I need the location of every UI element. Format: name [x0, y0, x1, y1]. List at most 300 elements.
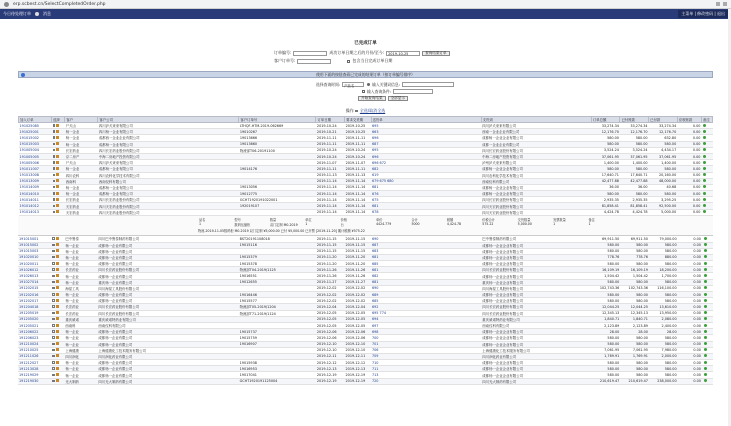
delivery-note[interactable]: 711 — [371, 366, 481, 372]
table-row[interactable] — [19, 209, 713, 215]
status-ok-icon — [704, 262, 707, 265]
row-checkbox[interactable] — [52, 330, 55, 333]
column-header[interactable]: 客户订单号 — [239, 117, 316, 123]
customer-short: 海星工具 — [64, 285, 97, 291]
receivable: 0.00 — [678, 267, 702, 273]
row-checkbox[interactable] — [52, 275, 55, 278]
select-all-link[interactable]: 全选/取消全选 — [359, 108, 386, 113]
delivery-note[interactable]: 697 — [371, 322, 481, 328]
row-checkbox[interactable] — [53, 167, 56, 170]
order-no[interactable]: 191026013 — [18, 273, 51, 279]
customer-company: 成都杨一企业有限公司 — [98, 184, 239, 190]
order-no[interactable]: 191202017 — [18, 298, 51, 304]
order-icon[interactable] — [56, 268, 59, 271]
receivable: 0.00 — [678, 322, 702, 328]
row-checkbox[interactable] — [52, 349, 55, 352]
due-date: 2019-11-20 — [345, 254, 371, 260]
order-no[interactable]: 191005005 — [19, 153, 52, 159]
delivery-note[interactable]: 663 — [371, 129, 481, 135]
customer-po: 19016551 — [239, 273, 316, 279]
order-icon[interactable] — [56, 130, 59, 133]
order-icon[interactable] — [56, 179, 59, 182]
order-no[interactable]: 191026012 — [18, 267, 51, 273]
column-header[interactable]: 送货单 — [371, 117, 481, 123]
condition-input[interactable] — [393, 89, 433, 94]
order-icon[interactable] — [56, 243, 59, 246]
due-date: 2019-12-05 — [345, 316, 371, 322]
row-checkbox[interactable] — [52, 367, 55, 370]
order-input[interactable] — [293, 51, 327, 56]
delivery-note[interactable]: 720 — [371, 378, 481, 384]
order-icon[interactable] — [56, 330, 59, 333]
order-icon[interactable] — [56, 142, 59, 145]
row-checkbox[interactable] — [52, 324, 55, 327]
receivable: 0.00 — [677, 197, 701, 203]
order-icon[interactable] — [56, 317, 59, 320]
column-header[interactable]: 支货到 — [481, 117, 591, 123]
customer-short: 长宏药业 — [65, 197, 98, 203]
ops-bar — [18, 108, 713, 114]
row-checkbox[interactable] — [53, 136, 56, 139]
customer-po: 物流部T71-2019/1124 — [239, 310, 316, 316]
order-no[interactable]: 191210024 — [18, 341, 51, 347]
paid-total: 12,176.70 — [649, 129, 678, 135]
order-no[interactable]: 191210025 — [18, 347, 51, 353]
detail-cell: 1 — [588, 222, 591, 227]
order-no[interactable]: 191015003 — [19, 141, 52, 147]
row-checkbox[interactable] — [52, 343, 55, 346]
order-date: 2019-11-11 — [316, 141, 345, 147]
row-checkbox[interactable] — [53, 161, 56, 164]
row-checkbox[interactable] — [52, 299, 55, 302]
column-header[interactable]: 订单总额 — [591, 117, 620, 123]
customer-short: 重庆威诺 — [64, 316, 97, 322]
order-no[interactable]: 191202016 — [18, 292, 51, 298]
order-icon[interactable] — [56, 148, 59, 151]
keyword-input[interactable] — [402, 82, 454, 87]
column-header[interactable]: 客户 — [65, 117, 98, 123]
delivery-note[interactable]: 696 — [371, 135, 481, 141]
order-icon[interactable] — [56, 249, 59, 252]
order-icon[interactable] — [56, 262, 59, 265]
detail-header: 税额 — [446, 217, 454, 222]
column-header[interactable]: 已付账款 — [620, 117, 649, 123]
ship-to: 成都杨一企业企业有限公司 — [481, 191, 591, 197]
order-icon[interactable] — [56, 354, 59, 357]
order-no[interactable]: 191027014 — [18, 279, 51, 285]
order-icon[interactable] — [56, 311, 59, 314]
detail-cell: 1 — [199, 222, 202, 227]
row-select[interactable] — [52, 209, 65, 215]
order-amount: 16,109.19 — [592, 267, 621, 273]
notice-bar — [18, 71, 713, 78]
due-date: 2019-11-11 — [345, 166, 371, 172]
order-date: 2019-12-06 — [316, 335, 345, 341]
range-select[interactable]: 产品名 — [342, 82, 364, 87]
row-checkbox[interactable] — [52, 305, 55, 308]
status-ok-icon — [703, 148, 706, 151]
delivery-note[interactable]: 619 — [371, 172, 481, 178]
customer-po: 19015577 — [239, 298, 316, 304]
customer-company: 四川长宏药业股份有限公司 — [97, 304, 238, 310]
order-no[interactable]: 191219030 — [18, 378, 51, 384]
order-icon[interactable] — [56, 124, 59, 127]
due-date: 2019-12-10 — [345, 347, 371, 353]
order-no[interactable]: 191020010 — [18, 254, 51, 260]
row-checkbox[interactable] — [52, 374, 55, 377]
order-no[interactable]: 191211026 — [18, 353, 51, 359]
receivable: 0.00 — [677, 184, 701, 190]
address-bar[interactable]: erp.scbest.cn/SelectCompletedOrder.php — [13, 1, 106, 7]
order-no[interactable]: 191212027 — [18, 360, 51, 366]
due-date: 2019-11-20 — [345, 261, 371, 267]
order-no[interactable]: 191020011 — [18, 261, 51, 267]
order-no[interactable]: 191204018 — [18, 304, 51, 310]
delivery-note[interactable]: 690 — [371, 285, 481, 291]
delivery-note[interactable]: 695 774 — [371, 310, 481, 316]
status-cell — [702, 378, 713, 384]
order-icon[interactable] — [56, 342, 59, 345]
order-icon[interactable] — [56, 167, 59, 170]
ship-to: 成都杨一企业企业有限公司 — [481, 273, 591, 279]
delivery-note[interactable]: 676 — [371, 191, 481, 197]
order-amount: 1,400.00 — [591, 160, 620, 166]
row-checkbox[interactable] — [52, 244, 55, 247]
order-icon[interactable] — [56, 161, 59, 164]
query-button[interactable]: 查询结果订单 — [422, 51, 450, 56]
reset-button[interactable]: 全部显示 — [388, 96, 408, 101]
order-icon[interactable] — [56, 286, 59, 289]
row-checkbox[interactable] — [52, 355, 55, 358]
order-amount: 2,935.35 — [591, 197, 620, 203]
status-ok-icon — [704, 324, 707, 327]
order-no[interactable]: 191005004 — [19, 147, 52, 153]
top-nav-menu[interactable]: 主菜单 | 修改密码 | 退出 — [678, 10, 728, 18]
order-no[interactable]: 191013009 — [19, 178, 52, 184]
paid-total: 37,061.95 — [649, 153, 678, 159]
detail-header: 合计 — [411, 217, 418, 222]
customer-short: 杨一企业 — [64, 298, 97, 304]
delivery-note[interactable]: 713 — [371, 372, 481, 378]
order-no[interactable]: 191205020 — [18, 316, 51, 322]
order-date: 2019-11-27 — [316, 279, 345, 285]
customer-short: 杨一企业 — [64, 279, 97, 285]
customer-short: 杨一企业 — [64, 254, 97, 260]
delivery-note[interactable]: 698 — [371, 329, 481, 335]
row-checkbox[interactable] — [52, 287, 55, 290]
order-date: 2019-12-11 — [316, 353, 345, 359]
order-icon[interactable] — [56, 293, 59, 296]
filter-form — [18, 81, 713, 102]
delivery-note[interactable]: 675 — [371, 197, 481, 203]
order-date: 2019-11-15 — [316, 248, 345, 254]
pending-orders-link[interactable]: 今日待处理订单 — [3, 11, 31, 16]
order-amount: 2,123.89 — [592, 322, 621, 328]
row-checkbox[interactable] — [52, 237, 55, 240]
ship-to: 成都杨一企业企业有限公司 — [481, 292, 591, 298]
table-row[interactable] — [18, 378, 713, 384]
customer-company: 四川杨一企业有限公司 — [98, 129, 239, 135]
column-header[interactable]: 订单日期 — [316, 117, 345, 123]
paid-total: 580.00 — [649, 248, 678, 254]
row-checkbox[interactable] — [53, 130, 56, 133]
row-checkbox[interactable] — [52, 312, 55, 315]
order-no[interactable]: 191014011 — [19, 197, 52, 203]
row-checkbox[interactable] — [52, 268, 55, 271]
order-date: 2019-11-14 — [316, 184, 345, 190]
order-icon[interactable] — [56, 379, 59, 382]
due-date: 2019-11-13 — [345, 172, 371, 178]
order-no[interactable]: 191011007 — [19, 166, 52, 172]
row-checkbox[interactable] — [52, 256, 55, 259]
delivery-note[interactable]: 681 — [371, 267, 481, 273]
order-detail-panel — [18, 216, 713, 236]
row-checkbox[interactable] — [52, 281, 55, 284]
ship-to: 成都杨一企业企业有限公司 — [481, 135, 591, 141]
order-date: 2019-12-13 — [316, 366, 345, 372]
receivable: 0.00 — [677, 203, 701, 209]
due-date: 2019-11-11 — [345, 135, 371, 141]
order-no[interactable]: 191206022 — [18, 329, 51, 335]
order-icon[interactable] — [56, 192, 59, 195]
column-header[interactable]: 已付款 — [649, 117, 678, 123]
messages-link[interactable]: 消息 — [43, 11, 51, 16]
customer-company: 四川长宏药业股份有限公司 — [97, 267, 238, 273]
delivery-note[interactable]: 685 — [371, 298, 481, 304]
order-icon[interactable] — [56, 210, 59, 213]
notice-text: 使用下面的按钮查看已完成的结果订单（按订单编号排序） — [316, 71, 415, 77]
customer-short: 巴中鲁泰 — [64, 236, 97, 242]
orders-table — [18, 116, 713, 216]
date-input[interactable]: 2019-10-25 — [386, 51, 420, 56]
paid-amount: 12,176.70 — [620, 129, 649, 135]
order-date: 2019-11-14 — [316, 209, 345, 215]
order-no[interactable]: 191205019 — [18, 310, 51, 316]
order-no[interactable]: 191014010 — [19, 191, 52, 197]
order-icon[interactable] — [56, 198, 59, 201]
order-icon[interactable] — [56, 373, 59, 376]
delivery-note[interactable]: 706 — [371, 347, 481, 353]
order-no[interactable]: 191025001 — [19, 129, 52, 135]
order-icon[interactable] — [56, 336, 59, 339]
paid-total: 580.00 — [649, 261, 678, 267]
delivery-note[interactable]: 679 675 680 — [371, 178, 481, 184]
order-no[interactable]: 191205021 — [18, 322, 51, 328]
paid-amount: 81,858.41 — [620, 203, 649, 209]
delivery-note[interactable]: 683 — [371, 248, 481, 254]
row-checkbox[interactable] — [53, 205, 56, 208]
order-icon[interactable] — [56, 348, 59, 351]
select-all-checkbox[interactable] — [355, 110, 358, 113]
delivery-note[interactable]: 696 672 — [371, 160, 481, 166]
delivery-note[interactable]: 695 — [371, 123, 481, 129]
order-no[interactable]: 191202015 — [18, 285, 51, 291]
apply-button[interactable]: 开始查询结果 — [358, 96, 386, 101]
order-icon[interactable] — [56, 237, 59, 240]
row-checkbox[interactable] — [52, 380, 55, 383]
order-icon[interactable] — [56, 280, 59, 283]
column-header[interactable]: 备注 — [701, 117, 712, 123]
order-icon[interactable] — [56, 255, 59, 258]
customer-company: 成都杨一企业有限公司 — [98, 191, 239, 197]
delivery-note[interactable]: 696 — [371, 153, 481, 159]
order-amount: 580.00 — [592, 366, 621, 372]
delivery-note[interactable]: 689 — [371, 292, 481, 298]
order-no[interactable]: 191206023 — [18, 335, 51, 341]
order-icon[interactable] — [56, 136, 59, 139]
order-icon[interactable] — [56, 185, 59, 188]
delivery-note[interactable]: 701 — [371, 341, 481, 347]
order-icon[interactable] — [56, 204, 59, 207]
kw-checkbox[interactable] — [362, 90, 365, 93]
delivery-note[interactable]: 678 — [371, 209, 481, 215]
ship-to: 上海健康化工技术服务有限公司 — [481, 347, 591, 353]
row-checkbox[interactable] — [52, 318, 55, 321]
paid-total: 580.00 — [649, 335, 678, 341]
customer-company: 四川光大制药有限公司 — [97, 378, 238, 384]
customer-short: 四川润化 — [64, 353, 97, 359]
order-amount: 1,840.71 — [592, 316, 621, 322]
order-icon[interactable] — [56, 367, 59, 370]
customer-company: 成都杨一企业有限公司 — [97, 292, 238, 298]
order-no[interactable]: 191005006 — [19, 160, 52, 166]
order-icon[interactable] — [56, 274, 59, 277]
delivery-note[interactable]: 681 — [371, 203, 481, 209]
delivery-note[interactable]: 690 — [371, 236, 481, 242]
order-amount: 580.00 — [591, 191, 620, 197]
paid-total: 79,000.00 — [649, 236, 678, 242]
customer-short: 杨一企业 — [64, 372, 97, 378]
order-amount: 3,524.24 — [591, 147, 620, 153]
order-amount: 12,345.13 — [592, 310, 621, 316]
receivable: 0.00 — [678, 360, 702, 366]
order-icon[interactable] — [56, 173, 59, 176]
row-checkbox[interactable] — [53, 174, 56, 177]
order-no[interactable]: 191014009 — [19, 184, 52, 190]
order-icon[interactable] — [56, 324, 59, 327]
due-date: 2019-11-15 — [345, 242, 371, 248]
row-checkbox[interactable] — [53, 124, 56, 127]
row-checkbox[interactable] — [53, 198, 56, 201]
order-date: 2019-10-24 — [316, 123, 345, 129]
column-header[interactable]: 加入订单 — [19, 117, 52, 123]
ship-to: 巴中鲁泰制药有限公司 — [481, 236, 591, 242]
order-no[interactable]: 191025085 — [19, 123, 52, 129]
column-header[interactable]: 应收账款 — [677, 117, 701, 123]
status-ok-icon — [704, 286, 707, 289]
ship-to: 成都一企业企业有限公司 — [481, 141, 591, 147]
receivable: 0.00 — [678, 347, 702, 353]
order-no[interactable]: 191014012 — [19, 203, 52, 209]
row-checkbox[interactable] — [53, 180, 56, 183]
row-checkbox[interactable] — [52, 361, 55, 364]
column-header[interactable]: 客户公司 — [98, 117, 239, 123]
extension-icon[interactable] — [716, 2, 720, 6]
receivable: 0.00 — [678, 248, 702, 254]
row-checkbox[interactable] — [53, 186, 56, 189]
order-no[interactable]: 191013008 — [19, 172, 52, 178]
due-date: 2019-10-25 — [345, 123, 371, 129]
column-header[interactable]: 选择 — [52, 117, 65, 123]
delivery-note[interactable]: 709 — [371, 353, 481, 359]
status-ok-icon — [704, 249, 707, 252]
column-header[interactable]: 要求交货期 — [345, 117, 371, 123]
delivery-note[interactable]: 692 — [371, 304, 481, 310]
ship-to: 成都杨一企业企业有限公司 — [481, 166, 591, 172]
delivery-note[interactable]: 681 — [371, 184, 481, 190]
delivery-note[interactable]: 685 — [371, 261, 481, 267]
delivery-note[interactable]: 700 — [371, 335, 481, 341]
order-no[interactable]: 191014013 — [19, 209, 52, 215]
delivery-note[interactable]: 710 — [371, 360, 481, 366]
delivery-note[interactable]: 687 — [371, 242, 481, 248]
order-no[interactable]: 191213028 — [18, 366, 51, 372]
row-select[interactable] — [51, 378, 64, 384]
status-ok-icon — [704, 280, 707, 283]
paid-total: 40.68 — [649, 184, 678, 190]
delivery-note[interactable]: 695 — [371, 147, 481, 153]
row-checkbox[interactable] — [52, 250, 55, 253]
delivery-note[interactable]: 682 — [371, 166, 481, 172]
customer-short: 长宏药业 — [65, 147, 98, 153]
customer-short: 尸犬山 — [65, 123, 98, 129]
order-date: 2019-12-02 — [316, 285, 345, 291]
paid-total: 33,274.34 — [649, 123, 678, 129]
delivery-note[interactable]: 682 — [371, 273, 481, 279]
status-ok-icon — [704, 255, 707, 258]
order-amount: 580.00 — [592, 292, 621, 298]
order-icon[interactable] — [56, 155, 59, 158]
order-icon[interactable] — [56, 299, 59, 302]
menu-icon[interactable] — [723, 2, 727, 6]
customer-input[interactable] — [297, 59, 331, 64]
order-no[interactable]: 191219029 — [18, 372, 51, 378]
due-date: 2019-12-13 — [345, 366, 371, 372]
row-checkbox[interactable] — [53, 211, 56, 214]
order-amount: 580.00 — [592, 279, 621, 285]
due-date: 2019-12-11 — [345, 353, 371, 359]
order-no[interactable]: 191015003 — [18, 248, 51, 254]
delivery-note[interactable]: 681 — [371, 279, 481, 285]
order-date: 2019-11-14 — [316, 178, 345, 184]
order-no[interactable]: 191015001 — [18, 236, 51, 242]
row-checkbox[interactable] — [53, 143, 56, 146]
detail-cell: 数码压缩柜 — [234, 222, 251, 227]
detail-header: 价格 — [340, 217, 347, 222]
paid-total: 580.00 — [649, 279, 678, 285]
delivery-note[interactable]: 681 — [371, 254, 481, 260]
row-checkbox[interactable] — [52, 293, 55, 296]
customer-company: 成都杨一企业有限公司 — [97, 261, 238, 267]
detail-header: 单价 — [376, 217, 383, 222]
status-ok-icon — [703, 130, 706, 133]
customer-po: 19015759 — [239, 335, 316, 341]
row-checkbox[interactable] — [53, 149, 56, 152]
order-icon[interactable] — [56, 305, 59, 308]
delivery-note[interactable]: 687 — [371, 141, 481, 147]
row-checkbox[interactable] — [52, 262, 55, 265]
row-checkbox[interactable] — [53, 155, 56, 158]
order-no[interactable]: 191015002 — [19, 135, 52, 141]
order-icon[interactable] — [56, 361, 59, 364]
customer-short: 杨一企业 — [65, 129, 98, 135]
row-checkbox[interactable] — [53, 192, 56, 195]
customer-company: 四川润化药业有限公司 — [97, 353, 238, 359]
delivery-note[interactable]: 694 — [371, 316, 481, 322]
order-no[interactable]: 191015002 — [18, 242, 51, 248]
row-checkbox[interactable] — [52, 336, 55, 339]
include-checkbox[interactable] — [347, 60, 350, 63]
